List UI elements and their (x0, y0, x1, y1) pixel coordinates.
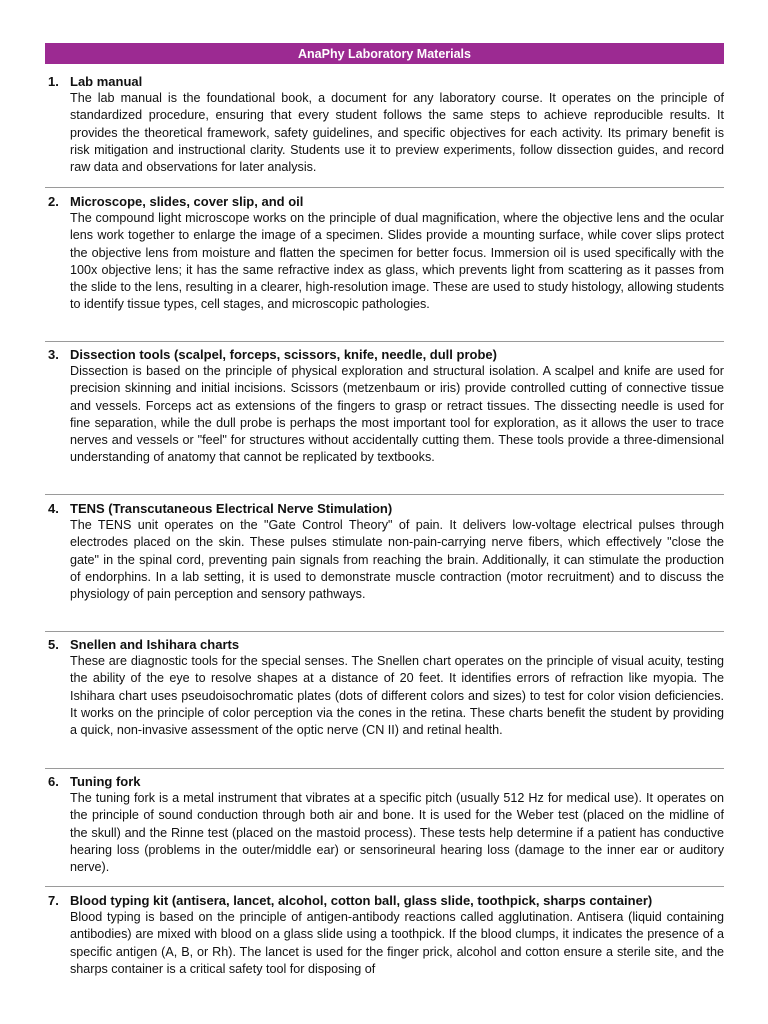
item-number: 5. (48, 637, 59, 652)
item-number: 1. (48, 74, 59, 89)
item-description: Blood typing is based on the principle of antigen-antibody reactions called agglutination. Antisera (liquid containing antibodies) are mixed with blood on a glass slide using a toothpick. If the blood clumps, it indicates the presence of a specific antigen (A, B, or Rh). The lancet is used for the finger prick, alcohol and cotton ensure a sterile site, and the sharps container is a critical safety tool for disposing of (70, 910, 724, 976)
item-description: The compound light microscope works on the principle of dual magnification, where the objective lens and the ocular lens work together to enlarge the image of a specimen. Slides provide a mounting surface, while cover slips protect the objective lens from moisture and flatten the specimen for better focus. Immersion oil is used specifically with the 100x objective lens; it has the same refractive index as glass, which prevents light from scattering as it passes from the slide to the lens, resulting in a clearer, high-resolution image. These are used to study histology, allowing students to identify tissue types, cell stages, and microscopic pathologies. (70, 211, 724, 312)
item-description: The tuning fork is a metal instrument that vibrates at a specific pitch (usually 512 Hz for medical use). It operates on the principle of sound conduction through both air and bone. It is used for the Weber test (placed on the midline of the skull) and the Rinne test (placed on the mastoid process). These tests help determine if a patient has conductive hearing loss (problems in the outer/middle ear) or sensorineural hearing loss (damage to the inner ear or auditory nerve). (70, 791, 724, 874)
separator-line (45, 494, 724, 495)
item-number: 6. (48, 774, 59, 789)
item-title: Tuning fork (70, 774, 141, 789)
separator-line (45, 886, 724, 887)
page-title-banner (45, 43, 724, 64)
item-number: 4. (48, 501, 59, 516)
separator-line (45, 187, 724, 188)
item-title: Lab manual (70, 74, 143, 89)
separator-line (45, 768, 724, 769)
item-description: These are diagnostic tools for the special senses. The Snellen chart operates on the principle of visual acuity, testing the ability of the eye to resolve shapes at a distance of 20 feet. It identifies errors of refraction like myopia. The Ishihara chart uses pseudoisochromatic plates (dots of different colors and sizes) to test for color vision deficiencies. It works on the principle of color perception via the cones in the retina. These charts benefit the student by providing a quick, non-invasive assessment of the optic nerve (CN II) and retinal health. (70, 654, 724, 737)
item-description: The TENS unit operates on the "Gate Control Theory" of pain. It delivers low-voltage electrical pulses through electrodes placed on the skin. These pulses stimulate non-pain-carrying nerve fibers, which effectively "close the gate" in the spinal cord, preventing pain signals from reaching the brain. Additionally, it can stimulate the production of endorphins. In a lab setting, it is used to demonstrate muscle contraction (motor recruitment) and to discuss the physiology of pain perception and sensory pathways. (70, 518, 724, 601)
item-title: Microscope, slides, cover slip, and oil (70, 194, 304, 209)
item-description: Dissection is based on the principle of physical exploration and structural isolation. A scalpel and knife are used for precision skinning and initial incisions. Scissors (metzenbaum or iris) provide controlled cutting of connective tissue and vessels. Forceps act as extensions of the fingers to grasp or retract tissues. The dissecting needle is used for fine separation, while the dull probe is perhaps the most important tool for exploration, as it allows the user to trace nerves and vessels or "feel" for structures without accidentally cutting them. These tools provide a three-dimensional understanding of anatomy that cannot be replicated by textbooks. (70, 364, 724, 465)
page-title: AnaPhy Laboratory Materials (298, 46, 471, 61)
item-title: Blood typing kit (antisera, lancet, alcohol, cotton ball, glass slide, toothpick, sharps container) (70, 893, 653, 908)
item-title: Snellen and Ishihara charts (70, 637, 240, 652)
item-title: Dissection tools (scalpel, forceps, scissors, knife, needle, dull probe) (70, 347, 497, 362)
separator-line (45, 341, 724, 342)
item-number: 2. (48, 194, 59, 209)
item-description: The lab manual is the foundational book, a document for any laboratory course. It operates on the principle of standardized procedure, ensuring that every student follows the same steps to achieve reproducible results. It provides the theoretical framework, safety guidelines, and specific objectives for each activity. Its primary benefit is risk mitigation and instructional clarity. Students use it to preview experiments, follow dissection guides, and record raw data and observations for later analysis. (70, 91, 724, 174)
item-number: 7. (48, 893, 59, 908)
item-number: 3. (48, 347, 59, 362)
separator-line (45, 631, 724, 632)
item-title: TENS (Transcutaneous Electrical Nerve Stimulation) (70, 501, 393, 516)
